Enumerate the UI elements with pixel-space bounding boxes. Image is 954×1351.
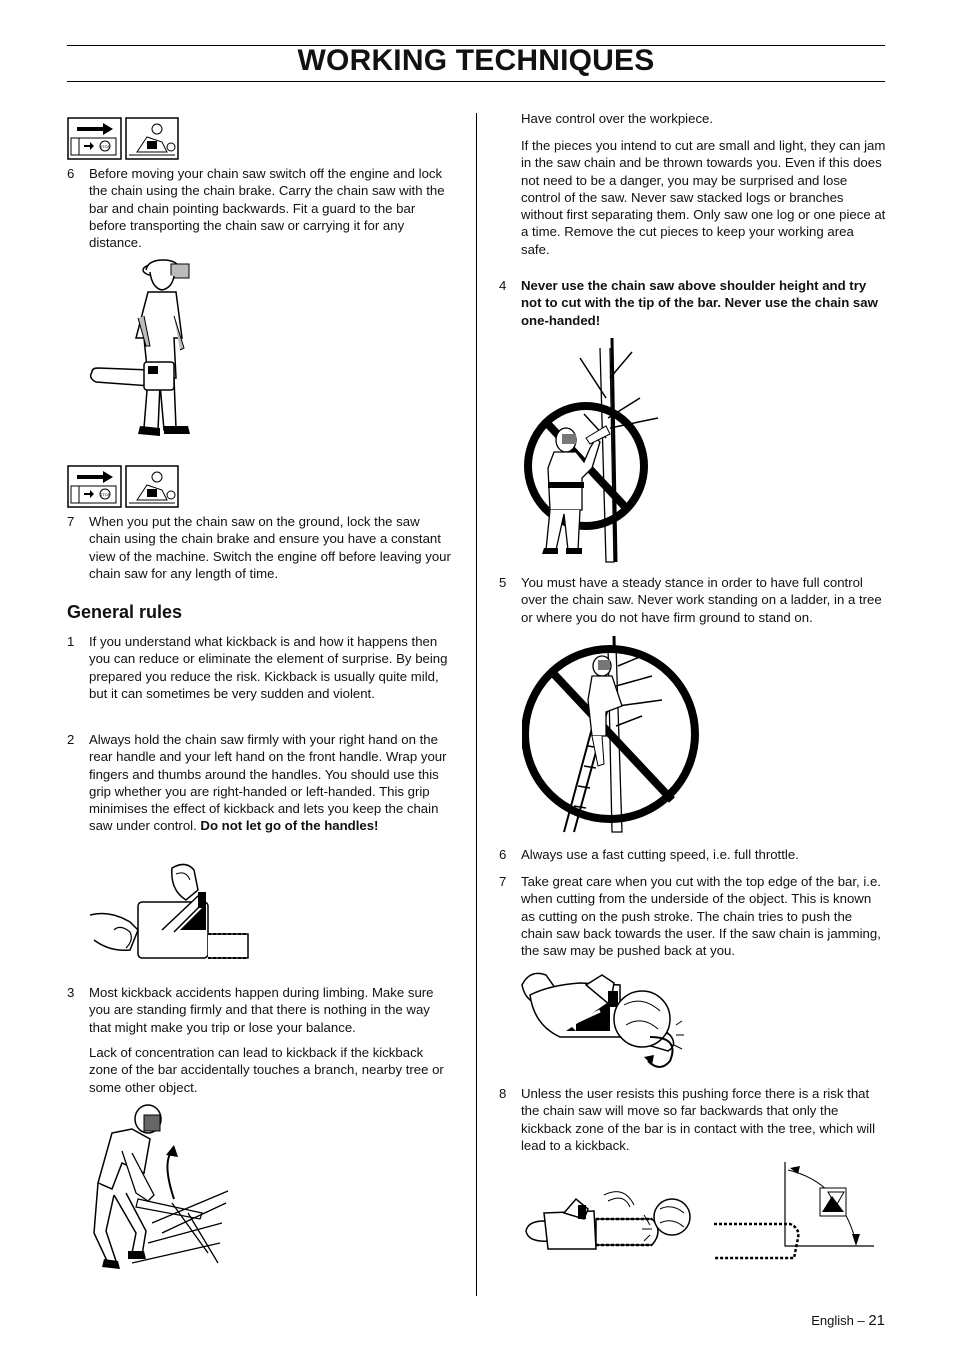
item-number: 8 bbox=[499, 1086, 507, 1101]
title-underline bbox=[67, 81, 885, 82]
item-number: 6 bbox=[499, 847, 507, 862]
rule-3-paragraph: Lack of concentration can lead to kickback if the kickback zone of the bar accidentally touches a branch, nearby tree or some other object. bbox=[89, 1045, 444, 1095]
limbing-kickback-illustration bbox=[92, 1103, 230, 1271]
page-footer bbox=[811, 1312, 885, 1329]
item-number: 6 bbox=[67, 166, 75, 181]
item-text: Always use a fast cutting speed, i.e. full throttle. bbox=[521, 847, 799, 862]
item-number: 4 bbox=[499, 278, 507, 293]
item-text: If you understand what kickback is and how it happens then you can reduce or eliminate the element of surprise. By being prepared you reduce the risk. Kickback is usually quite mild, but it can sometimes be very sudden and violent. bbox=[89, 634, 448, 701]
item-text: When you put the chain saw on the ground, lock the saw chain using the chain brake and ensure you have a constant view of the machine. Switch the engine off before leaving your chain saw for any length of time. bbox=[89, 514, 451, 581]
man-carrying-chain-saw-illustration bbox=[88, 258, 198, 443]
no-cutting-above-shoulder-illustration bbox=[520, 338, 665, 563]
item-number: 2 bbox=[67, 732, 75, 747]
no-ladder-work-illustration bbox=[522, 636, 702, 836]
svg-text:STOP: STOP bbox=[99, 492, 111, 497]
column-divider bbox=[476, 113, 477, 1296]
item-number: 5 bbox=[499, 575, 507, 590]
item-text: Always hold the chain saw firmly with your right hand on the rear handle and your left hand on the front handle. Wrap your fingers and thumbs around the handles. You should use this grip whether you are right-handed or left-handed. This grip minimises the effect of kickback and lets you keep the chain saw under control. bbox=[89, 732, 447, 834]
chain-brake-icon-pair bbox=[67, 117, 180, 160]
page-number: 21 bbox=[868, 1312, 885, 1329]
kickback-angle-diagram bbox=[710, 1162, 876, 1270]
item-text: Most kickback accidents happen during limbing. Make sure you are standing firmly and that there is nothing in the way that might make you trip or lose your balance. bbox=[89, 985, 434, 1035]
item-text: You must have a steady stance in order to have full control over the chain saw. Never work standing on a ladder, in a tree or where you do not have firm ground to stand on. bbox=[521, 575, 882, 625]
chain-saw-grip-illustration bbox=[90, 860, 250, 965]
item-text: Take great care when you cut with the top edge of the bar, i.e. when cutting from the underside of the object. This is known as cutting on the push stroke. The chain tries to push the chain saw back towards the user. If the saw chain is jamming, the saw may be pushed back at you. bbox=[521, 874, 881, 959]
item-number: 3 bbox=[67, 985, 75, 1000]
footer-dash: – bbox=[857, 1313, 865, 1328]
item-number: 1 bbox=[67, 634, 75, 649]
item-bold-text: Never use the chain saw above shoulder height and try not to cut with the tip of the bar. Never use the chain saw one-handed! bbox=[521, 278, 878, 328]
kickback-zone-saw-illustration bbox=[524, 1185, 694, 1255]
item-text: Unless the user resists this pushing force there is a risk that the chain saw will move so far backwards that only the kickback zone of the bar is in contact with the tree, which will lead to a kickback. bbox=[521, 1086, 876, 1153]
item-number: 7 bbox=[499, 874, 507, 889]
item-text-block bbox=[89, 731, 454, 835]
push-stroke-illustration bbox=[520, 965, 685, 1075]
footer-language: English bbox=[811, 1313, 854, 1328]
small-pieces-paragraph: If the pieces you intend to cut are small and light, they can jam in the saw chain and be thrown towards you. Even if this does not need to be a danger, you may be surprised and lose control of the saw. Never saw stacked logs or branches without first separating them. Only saw one log or one piece at a time. Remove the cut pieces to keep your working area safe. bbox=[521, 138, 886, 257]
page-title: WORKING TECHNIQUES bbox=[297, 44, 655, 77]
svg-text:STOP: STOP bbox=[99, 144, 111, 149]
item-text: Before moving your chain saw switch off the engine and lock the chain using the chain brake. Carry the chain saw with the bar and chain pointing backwards. Fit a guard to the bar before transporting the chain saw or carrying it for any distance. bbox=[89, 166, 445, 251]
item-bold-text: Do not let go of the handles! bbox=[200, 818, 379, 834]
item-number: 7 bbox=[67, 514, 75, 529]
control-workpiece-paragraph: Have control over the workpiece. bbox=[521, 111, 714, 126]
general-rules-heading: General rules bbox=[67, 602, 183, 622]
chain-brake-icon-pair-2 bbox=[67, 465, 180, 508]
